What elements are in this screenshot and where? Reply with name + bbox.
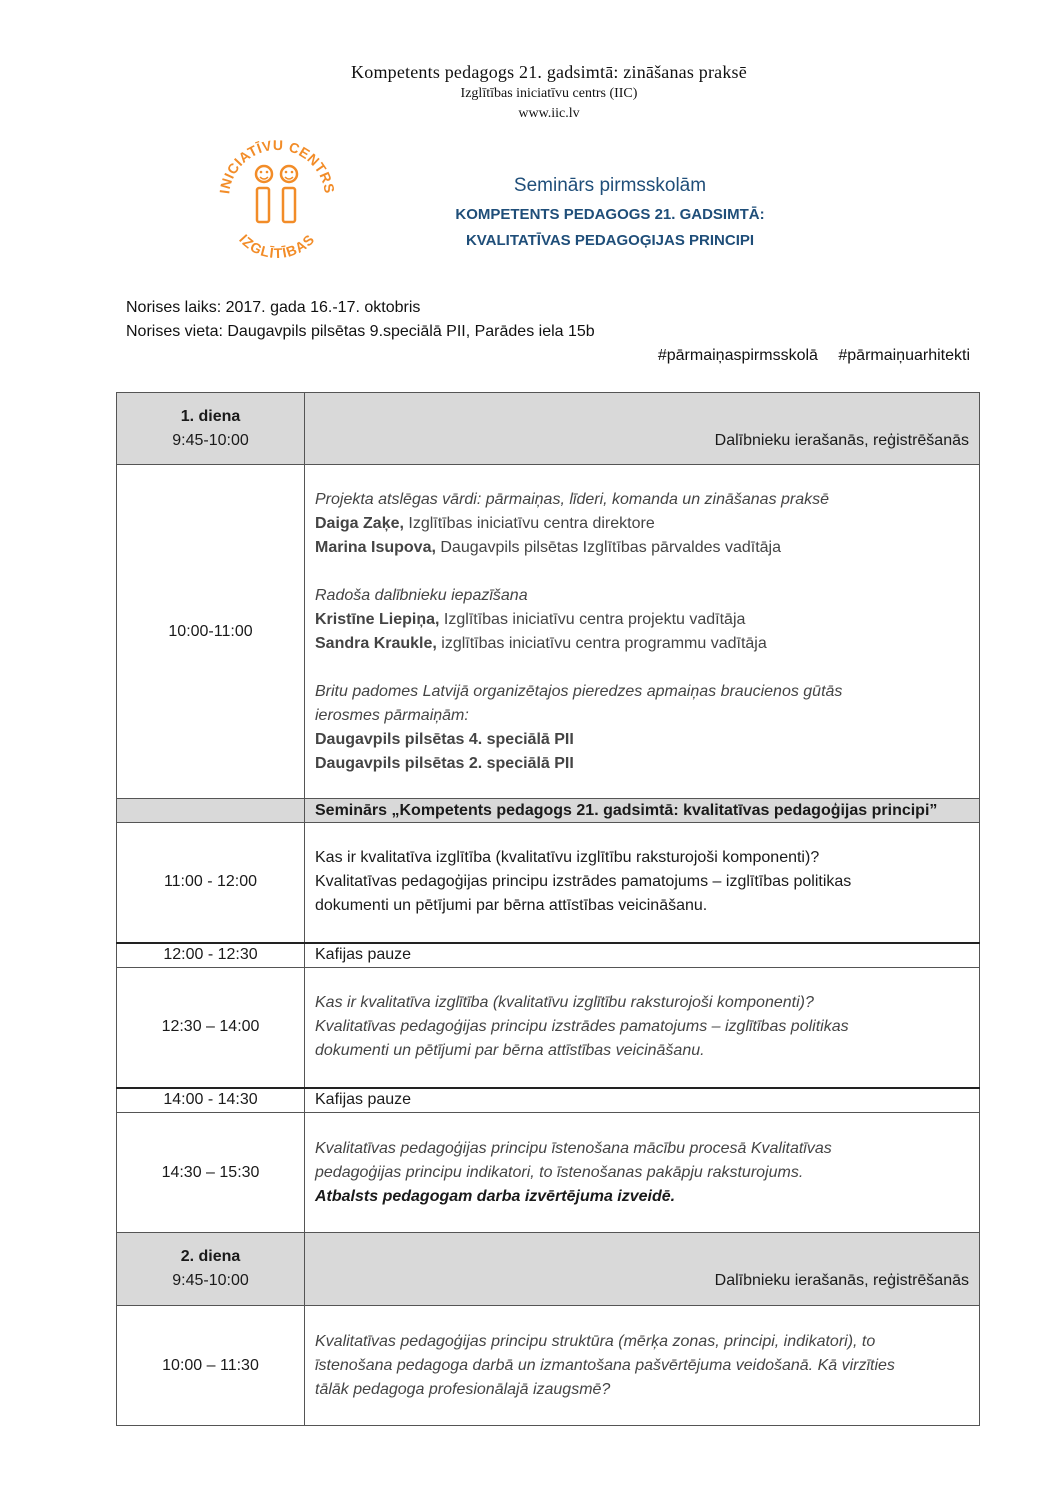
hashtag-2: #pārmaiņuarhitekti <box>838 347 970 364</box>
speaker-role: izglītības iniciatīvu centra programmu vadītāja <box>436 634 767 652</box>
speaker-name: Sandra Kraukle, <box>315 634 437 652</box>
children-figures-icon <box>256 166 297 222</box>
break1-row <box>117 943 980 968</box>
block3-time: 12:30 – 14:00 <box>117 968 305 1088</box>
block4-row <box>117 1113 980 1233</box>
seminar-title-line2: KVALITATĪVAS PEDAGOĢIJAS PRINCIPI <box>465 232 755 249</box>
block2-line: Kvalitatīvas pedagoģijas principu izstrādes pamatojums – izglītības politikas <box>315 873 852 891</box>
block1-topic1: Projekta atslēgas vārdi: pārmaiņas, līderi, komanda un zināšanas praksē <box>315 490 830 508</box>
block3-row <box>117 968 980 1088</box>
block4-line: pedagoģijas principu indikatori, to īstenošanas pakāpju raksturojums. <box>315 1163 804 1181</box>
block1-topic2: Radoša dalībnieku iepazīšana <box>315 586 528 604</box>
speaker-name: Marina Isupova, <box>315 538 436 556</box>
block4-time: 14:30 – 15:30 <box>117 1113 305 1233</box>
event-place: Norises vieta: Daugavpils pilsētas 9.speciālā PII, Parādes iela 15b <box>126 323 595 340</box>
seminar-title-line1: KOMPETENTS PEDAGOGS 21. GADSIMTĀ: <box>455 206 765 223</box>
block1-topic3: ierosmes pārmaiņām: <box>315 706 469 724</box>
block5-time: 10:00 – 11:30 <box>117 1306 305 1426</box>
block3-line: dokumenti un pētījumi par bērna attīstības veicināšanu. <box>315 1042 705 1060</box>
block2-line: Kas ir kvalitatīva izglītība (kvalitatīvu izglītību raksturojoši komponenti)? <box>315 849 820 867</box>
break2-time: 14:00 - 14:30 <box>117 1088 305 1113</box>
iic-logo <box>207 128 347 268</box>
block5-row <box>117 1306 980 1426</box>
day1-row <box>117 393 980 465</box>
break1-label: Kafijas pauze <box>305 943 980 968</box>
day2-label: 2. diena <box>180 1248 241 1265</box>
block2-line: dokumenti un pētījumi par bērna attīstības veicināšanu. <box>315 897 708 915</box>
header-website: www.iic.lv <box>518 106 580 121</box>
svg-text:INICIATĪVU CENTRS: INICIATĪVU CENTRS <box>216 136 338 195</box>
day1-label: 1. diena <box>180 407 241 425</box>
presenter-institution: Daugavpils pilsētas 2. speciālā PII <box>315 754 574 772</box>
block5-line: tālāk pedagoga profesionālajā izaugsmē? <box>315 1380 611 1398</box>
speaker-role: Izglītības iniciatīvu centra direktore <box>403 514 655 532</box>
header-organization: Izglītības iniciatīvu centrs (IIC) <box>460 86 638 101</box>
speaker-role: Daugavpils pilsētas Izglītības pārvaldes vadītāja <box>435 538 781 556</box>
break1-time: 12:00 - 12:30 <box>117 943 305 968</box>
hashtags <box>642 347 970 365</box>
day2-time: 9:45-10:00 <box>172 1272 249 1289</box>
schedule-table <box>116 392 980 1426</box>
presenter-institution: Daugavpils pilsētas 4. speciālā PII <box>315 730 574 748</box>
block1-time: 10:00-11:00 <box>117 465 305 799</box>
event-time: Norises laiks: 2017. gada 16.-17. oktobris <box>126 299 421 316</box>
speaker-name: Kristīne Liepiņa, <box>315 610 440 628</box>
break2-row <box>117 1088 980 1113</box>
block2-time: 11:00 - 12:00 <box>117 823 305 943</box>
seminar-title-cell: Seminārs „Kompetents pedagogs 21. gadsimtā: kvalitatīvas pedagoģijas principi” <box>305 799 980 823</box>
seminar-title-row <box>117 799 980 823</box>
block4-line: Atbalsts pedagogam darba izvērtējuma izveidē. <box>315 1187 676 1205</box>
block5-line: īstenošana pedagoga darbā un izmantošana pašvērtējuma veidošanā. Kā virzīties <box>315 1356 895 1374</box>
block3-line: Kvalitatīvas pedagoģijas principu izstrādes pamatojums – izglītības politikas <box>315 1018 849 1036</box>
block4-line: Kvalitatīvas pedagoģijas principu īstenošana mācību procesā Kvalitatīvas <box>315 1139 832 1157</box>
hashtag-1: #pārmaiņaspirmsskolā <box>657 347 818 364</box>
seminar-heading: Seminārs pirmsskolām <box>513 175 707 196</box>
day2-row <box>117 1233 980 1306</box>
header-title: Kompetents pedagogs 21. gadsimtā: zināšanas praksē <box>351 62 747 82</box>
day1-registration: Dalībnieku ierašanās, reģistrēšanās <box>305 393 980 465</box>
block3-line: Kas ir kvalitatīva izglītība (kvalitatīvu izglītību raksturojoši komponenti)? <box>315 994 814 1012</box>
block1-topic3: Britu padomes Latvijā organizētajos pieredzes apmaiņas braucienos gūtās <box>315 682 843 700</box>
block2-row <box>117 823 980 943</box>
svg-text:IZGLĪTĪBAS: IZGLĪTĪBAS <box>236 230 318 262</box>
day1-time: 9:45-10:00 <box>172 431 249 449</box>
speaker-name: Daiga Zaķe, <box>315 514 404 532</box>
block5-line: Kvalitatīvas pedagoģijas principu struktūra (mērķa zonas, principi, indikatori), to <box>315 1332 876 1350</box>
block1-row <box>117 465 980 799</box>
day2-registration: Dalībnieku ierašanās, reģistrēšanās <box>305 1233 980 1306</box>
speaker-role: Izglītības iniciatīvu centra projektu vadītāja <box>439 610 746 628</box>
break2-label: Kafijas pauze <box>305 1088 980 1113</box>
